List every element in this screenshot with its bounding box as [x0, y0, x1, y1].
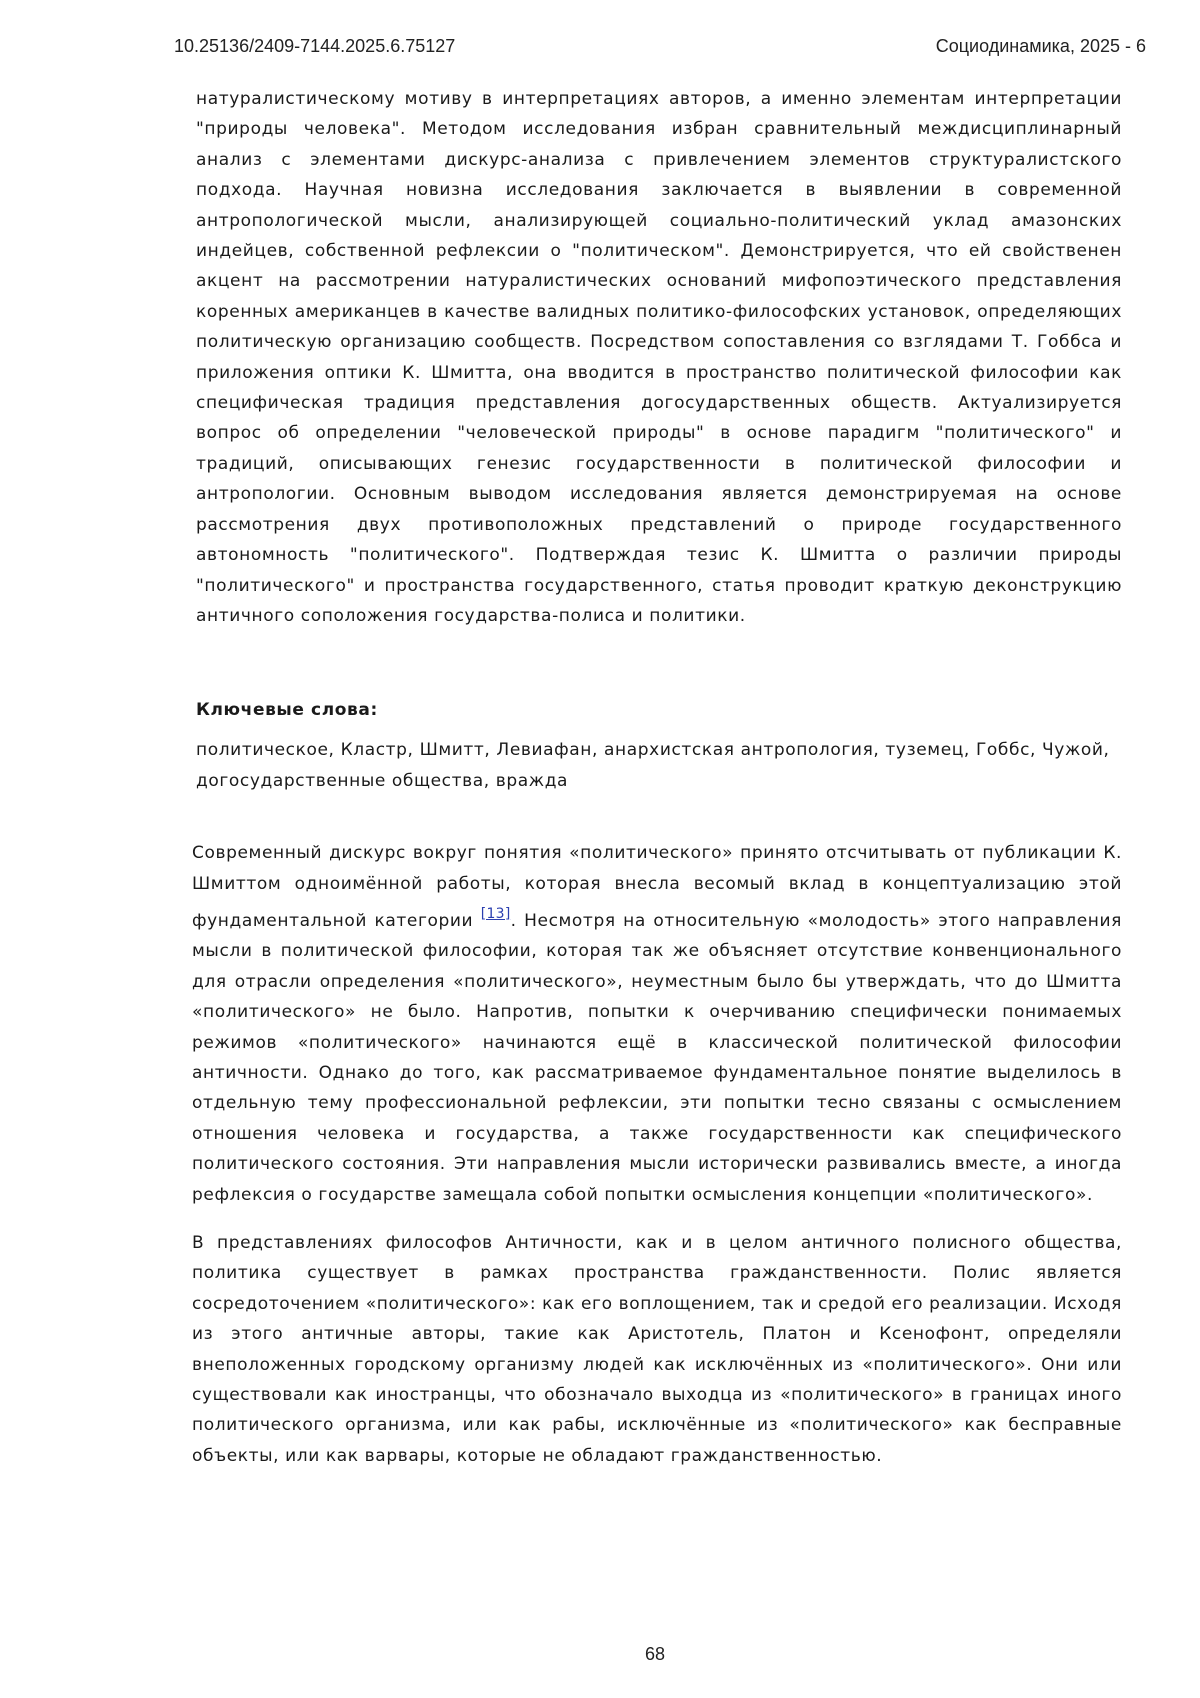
- body-paragraph-1-start: Современный дискурс вокруг понятия «политического» принято отсчитывать от публикации К. Шмиттом одноимённой работы, которая внесла весомый вклад в концептуализацию этой фундаментальной категории: [192, 843, 1122, 931]
- body-paragraph-1: [192, 838, 1122, 1210]
- doi-text: 10.25136/2409-7144.2025.6.75127: [174, 36, 455, 57]
- abstract-paragraph: натуралистическому мотиву в интерпретациях авторов, а именно элементам интерпретации "природы человека". Методом исследования избран сравнительный междисциплинарный анализ с элементами дискурс-анализа с привлечением элементов структуралистского подхода. Научная новизна исследования заключается в выявлении в современной антропологической мысли, анализирующей социально-политический уклад амазонских индейцев, собственной рефлексии о "политическом". Демонстрируется, что ей свойственен акцент на рассмотрении натуралистических оснований мифопоэтического представления коренных американцев в качестве валидных политико-философских установок, определяющих политическую организацию сообществ. Посредством сопоставления со взглядами Т. Гоббса и приложения оптики К. Шмитта, она вводится в пространство политической философии как специфическая традиция представления догосударственных обществ. Актуализируется вопрос об определении "человеческой природы" в основе парадигм "политического" и традиций, описывающих генезис государственности в политической философии и антропологии. Основным выводом исследования является демонстрируемая на основе рассмотрения двух противоположных представлений о природе государственного автономность "политического". Подтверждая тезис К. Шмитта о различии природы "политического" и пространства государственного, статья проводит краткую деконструкцию античного соположения государства-полиса и политики.: [196, 84, 1122, 631]
- article-content: [196, 84, 1122, 1471]
- body-paragraph-1-end: . Несмотря на относительную «молодость» этого направления мысли в политической философии, которая так же объясняет отсутствие конвенционального для отрасли определения «политического», неуместным было бы утверждать, что до Шмитта «политического» не было. Напротив, попытки к очерчиванию специфически понимаемых режимов «политического» начинаются ещё в классической политической философии античности. Однако до того, как рассматриваемое фундаментальное понятие выделилось в отдельную тему профессиональной рефлексии, эти попытки тесно связаны с осмыслением отношения человека и государства, а также государственности как специфического политического состояния. Эти направления мысли исторически развивались вместе, а иногда рефлексия о государстве замещала собой попытки осмысления концепции «политического».: [192, 911, 1122, 1205]
- page-number: 68: [0, 1644, 1200, 1665]
- body-paragraph-2: В представлениях философов Античности, как и в целом античного полисного общества, политика существует в рамках пространства гражданственности. Полис является сосредоточением «политического»: как его воплощением, так и средой его реализации. Исходя из этого античные авторы, такие как Аристотель, Платон и Ксенофонт, определяли внеположенных городскому организму людей как исключённых из «политического». Они или существовали как иностранцы, что обозначало выходца из «политического» в границах иного политического организма, или как рабы, исключённые из «политического» как бесправные объекты, или как варвары, которые не обладают гражданственностью.: [192, 1228, 1122, 1471]
- keywords-list: политическое, Кластр, Шмитт, Левиафан, анархистская антропология, туземец, Гоббс, Чужой, догосударственные общества, вражда: [196, 735, 1122, 796]
- keywords-heading: Ключевые слова:: [196, 695, 1122, 725]
- page-header: [174, 36, 1146, 60]
- footnote-link-13[interactable]: [13]: [481, 906, 511, 922]
- journal-title: Социодинамика, 2025 - 6: [936, 36, 1146, 57]
